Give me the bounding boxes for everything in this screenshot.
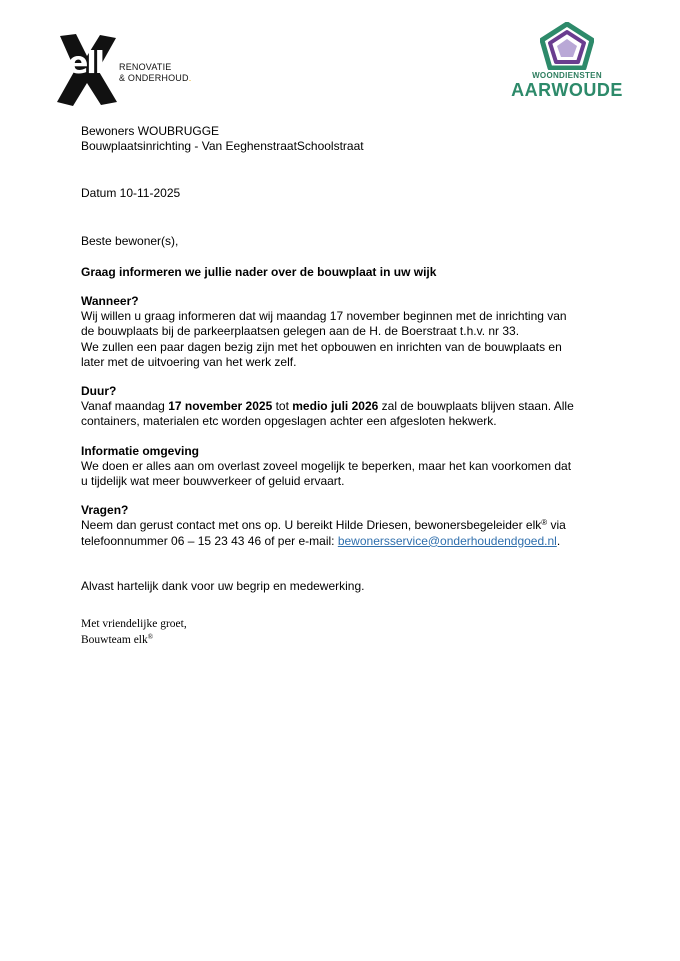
pentagon-house-icon [540,22,594,70]
wanneer-line: Wij willen u graag informeren dat wij maandag 17 november beginnen met de inrichting van [81,309,567,324]
closing-greeting: Met vriendelijke groet, [81,618,187,630]
letter-body [81,124,621,594]
duur-line: containers, materialen etc worden opgeslagen achter een afgesloten hekwerk. [81,414,497,429]
thanks-line: Alvast hartelijk dank voor uw begrip en medewerking. [81,578,365,593]
section-heading-vragen: Vragen? [81,503,129,518]
informatie-line: u tijdelijk wat meer bouwverkeer of geluid ervaart. [81,474,345,489]
elk-logo-word: elk [68,46,113,81]
intro-heading: Graag informeren we jullie nader over de bouwplaat in uw wijk [81,264,437,279]
elk-logo-line2: & ONDERHOUD. [119,73,192,83]
wanneer-line: We zullen een paar dagen bezig zijn met het opbouwen en inrichten van de bouwplaats en [81,339,562,354]
elk-logo [56,34,206,106]
woondiensten-logo-line1: WOONDIENSTEN [532,71,602,80]
duur-line: Vanaf maandag 17 november 2025 tot medio juli 2026 zal de bouwplaats blijven staan. Alle [81,399,574,414]
salutation: Beste bewoner(s), [81,233,179,248]
section-heading-duur: Duur? [81,384,117,399]
wanneer-line: de bouwplaats bij de parkeerplaatsen gelegen aan de H. de Boerstraat t.h.v. nr 33. [81,324,520,339]
informatie-line: We doen er alles aan om overlast zoveel mogelijk te beperken, maar het kan voorkomen dat [81,458,572,473]
section-heading-wanneer: Wanneer? [81,294,139,309]
vragen-line: telefoonnummer 06 – 15 23 43 46 of per e-mail: bewonersservice@onderhoudendgoed.nl. [81,533,561,548]
vragen-line: Neem dan gerust contact met ons op. U bereikt Hilde Driesen, bewonersbegeleider elk® via [81,518,566,533]
duur-end-date: medio juli 2026 [292,399,379,414]
letter-date: Datum 10-11-2025 [81,186,181,201]
section-heading-informatie: Informatie omgeving [81,443,200,458]
closing-block [81,616,187,648]
wanneer-line: later met de uitvoering van het werk zelf. [81,354,297,369]
woondiensten-logo-line2: AARWOUDE [511,80,623,100]
woondiensten-logo [506,22,628,106]
email-link[interactable]: bewonersservice@onderhoudendgoed.nl [337,533,557,548]
duur-start-date: 17 november 2025 [168,399,273,414]
recipient: Bewoners WOUBRUGGE [81,124,220,138]
elk-logo-line1: RENOVATIE [119,62,172,72]
subject-line: Bouwplaatsinrichting - Van EeghenstraatSchoolstraat [81,139,364,154]
closing-signature: Bouwteam elk® [81,633,154,646]
